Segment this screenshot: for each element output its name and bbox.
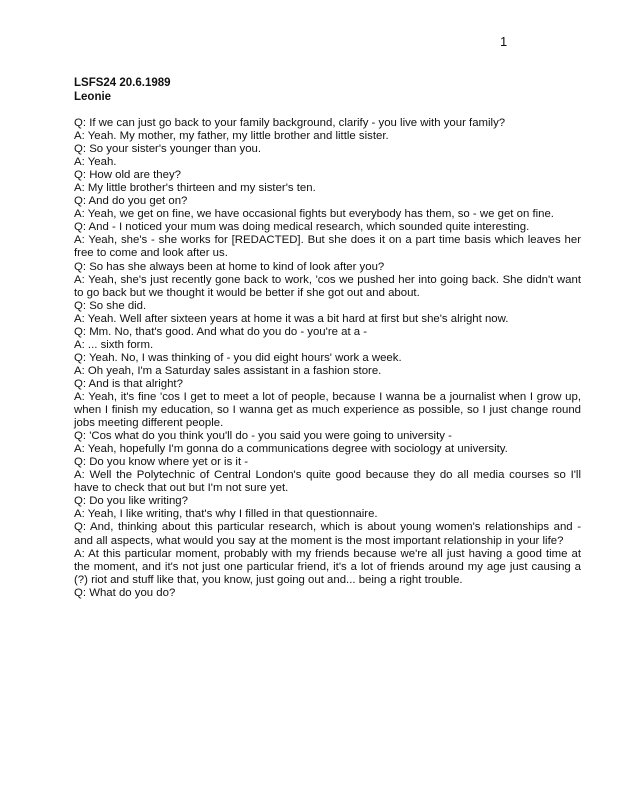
question-line: Q: And - I noticed your mum was doing medical research, which sounded quite interesting. <box>74 221 530 234</box>
answer-line: A: At this particular moment, probably with my friends because we're all just having a good time at the moment, and it's not just one particular friend, it's a lot of friends around my age just causing a (?) riot and stuff like that, you know, just going out and... being a right trouble. <box>74 547 581 586</box>
question-line: Q: If we can just go back to your family background, clarify - you live with your family? <box>74 117 506 129</box>
answer-line: A: ... sixth form. <box>74 338 154 351</box>
answer-line: A: Yeah, she's just recently gone back to work, 'cos we pushed her into going back. She didn't want to go back but we thought it would be better if she got out and about. <box>74 273 581 299</box>
question-line: Q: Mm. No, that's good. And what do you do - you're at a - <box>74 325 368 338</box>
question-line: Q: 'Cos what do you think you'll do - you said you were going to university - <box>74 430 452 443</box>
answer-line: A: Yeah, hopefully I'm gonna do a communications degree with sociology at university. <box>74 443 508 456</box>
question-line: Q: So your sister's younger than you. <box>74 143 262 156</box>
document-header <box>74 76 171 104</box>
question-line: Q: How old are they? <box>74 169 181 182</box>
question-line: Q: Yeah. No, I was thinking of - you did eight hours' work a week. <box>74 351 402 364</box>
question-line: Q: And is that alright? <box>74 377 183 390</box>
answer-line: A: Well the Polytechnic of Central London's quite good because they do all media courses so I'll have to check that out but I'm not sure yet. <box>74 469 581 495</box>
question-line: Q: And do you get on? <box>74 195 188 208</box>
page-number: 1 <box>500 34 508 49</box>
question-line: Q: Do you know where yet or is it - <box>74 456 249 469</box>
question-line: Q: So has she always been at home to kind of look after you? <box>74 260 385 273</box>
question-line: Q: What do you do? <box>74 586 176 599</box>
answer-line: A: Yeah, she's - she works for [REDACTED]. But she does it on a part time basis which leaves her free to come and look after us. <box>74 234 581 260</box>
question-line: Q: So she did. <box>74 299 147 312</box>
answer-line: A: Yeah. My mother, my father, my little brother and little sister. <box>74 130 389 143</box>
answer-line: A: Yeah, I like writing, that's why I filled in that questionnaire. <box>74 508 378 521</box>
answer-line: A: Oh yeah, I'm a Saturday sales assistant in a fashion store. <box>74 364 382 377</box>
answer-line: A: Yeah, it's fine 'cos I get to meet a lot of people, because I wanna be a journalist when I grow up, when I finish my education, so I wanna get as much experience as possible, so I just change round jobs meeting different people. <box>74 390 581 430</box>
answer-line: A: Yeah. <box>74 156 117 169</box>
transcript-code-date: LSFS24 20.6.1989 <box>74 77 171 89</box>
interviewee-name: Leonie <box>74 91 112 103</box>
answer-line: A: My little brother's thirteen and my sister's ten. <box>74 182 316 195</box>
transcript-body <box>74 117 581 600</box>
answer-line: A: Yeah, we get on fine, we have occasional fights but everybody has them, so - we get on fine. <box>74 208 554 221</box>
answer-line: A: Yeah. Well after sixteen years at home it was a bit hard at first but she's alright now. <box>74 312 509 325</box>
question-line: Q: And, thinking about this particular research, which is about young women's relationships and - and all aspects, what would you say at the moment is the most important relationship in your life? <box>74 521 581 547</box>
question-line: Q: Do you like writing? <box>74 495 188 508</box>
